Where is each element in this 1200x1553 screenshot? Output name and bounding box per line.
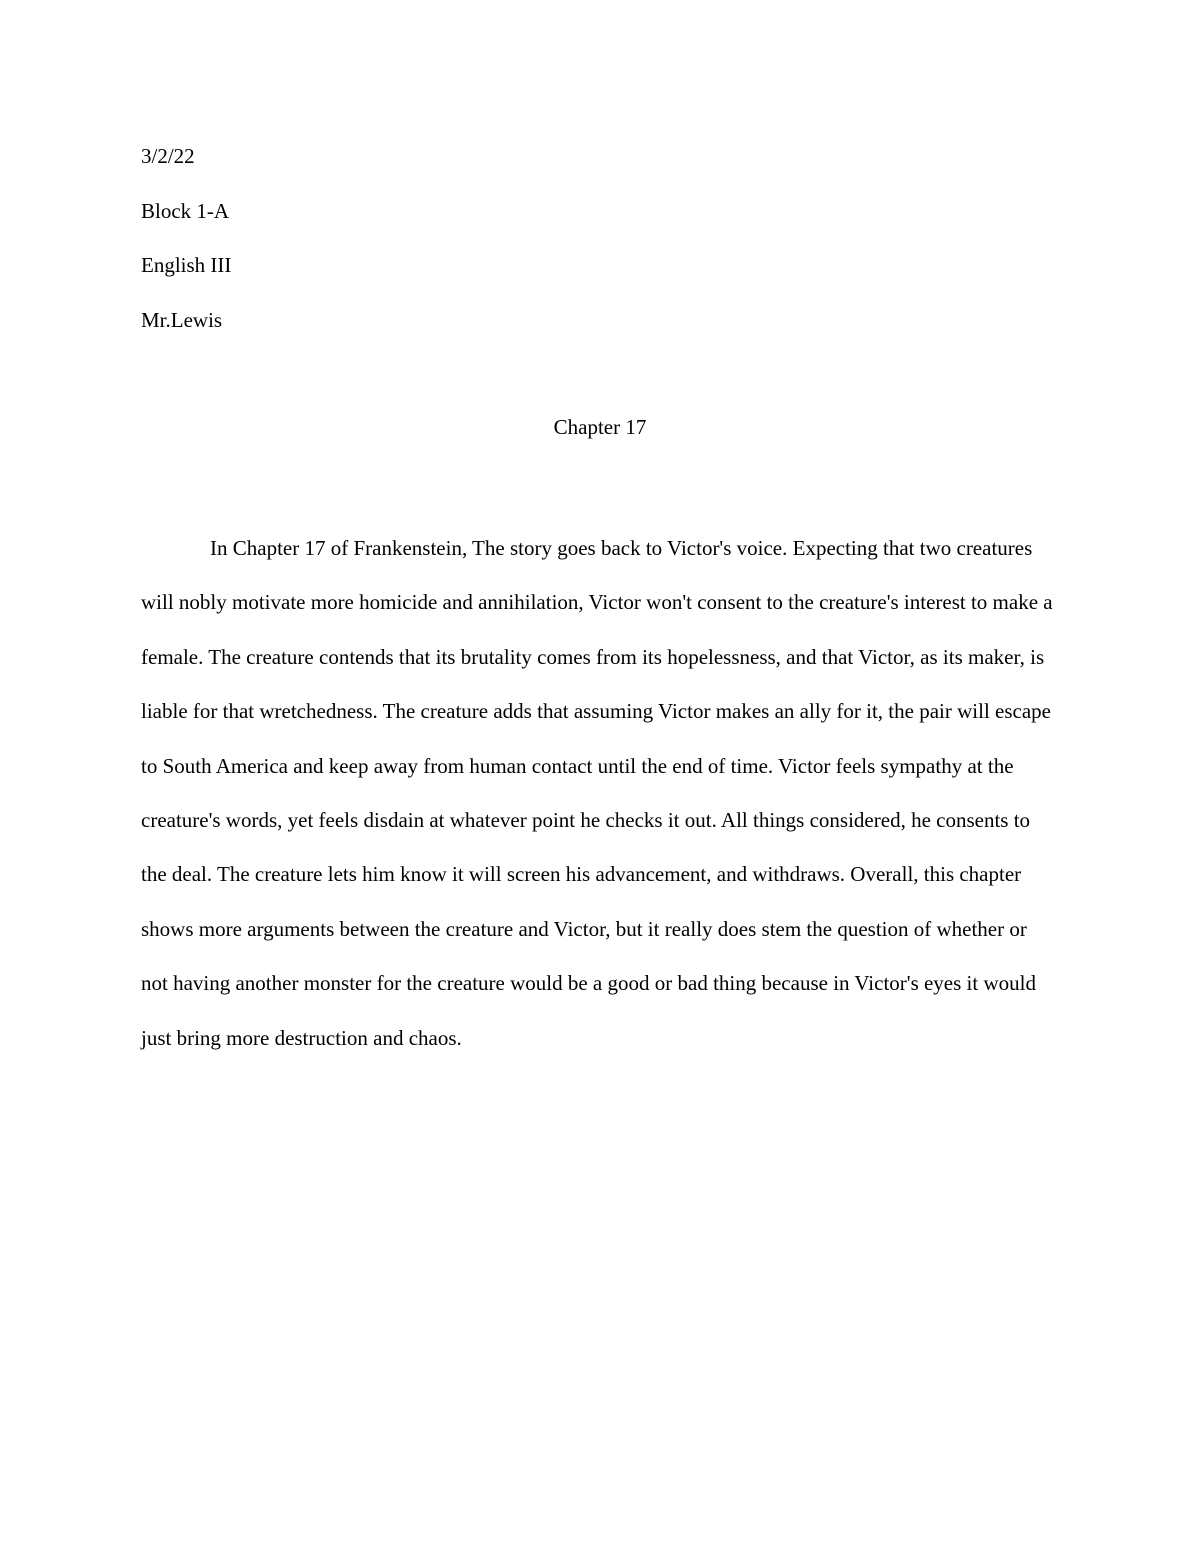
header-date: 3/2/22 [141,144,195,168]
document-title: Chapter 17 [553,415,647,439]
body-paragraph: In Chapter 17 of Frankenstein, The story goes back to Victor's voice. Expecting that two creatures will nobly motivate more homicide and annihilation, Victor won't consent to the creature's interest to make a female. The creature contends that its brutality comes from its hopelessness, and that Victor, as its maker, is liable for that wretchedness. The creature adds that assuming Victor makes an ally for it, the pair will escape to South America and keep away from human contact until the end of time. Victor feels sympathy at the creature's words, yet feels disdain at whatever point he checks it out. All things considered, he consents to the deal. The creature lets him know it will screen his advancement, and withdraws. Overall, this chapter shows more arguments between the creature and Victor, but it really does stem the question of whether or not having another monster for the creature would be a good or bad thing because in Victor's eyes it would just bring more destruction and chaos. [141,536,1053,1050]
header-block: Block 1-A [141,199,230,223]
header-teacher: Mr.Lewis [141,308,223,332]
header-course: English III [141,253,232,277]
